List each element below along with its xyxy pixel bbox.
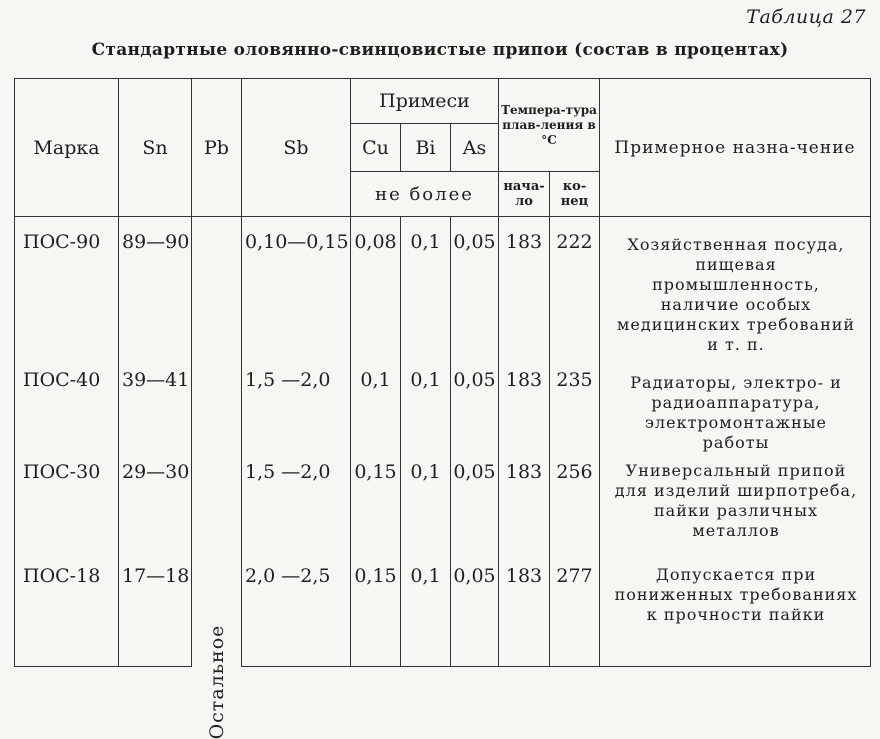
cell-mark: ПОС-18	[15, 557, 119, 666]
cell-cu: 0,1	[351, 355, 401, 453]
cell-as: 0,05	[451, 217, 499, 356]
table-row	[15, 355, 871, 453]
header-impurities: Примеси	[351, 79, 499, 124]
cell-temp-start: 183	[499, 453, 550, 557]
cell-temp-start: 183	[499, 217, 550, 356]
table-row	[15, 453, 871, 557]
header-melting-temperature: Темпера-тура плав-ления в °С	[499, 79, 600, 172]
cell-as: 0,05	[451, 453, 499, 557]
header-mark: Марка	[15, 79, 119, 217]
cell-bi: 0,1	[401, 557, 451, 666]
cell-cu: 0,15	[351, 453, 401, 557]
cell-sb: 0,10—0,15	[242, 217, 351, 356]
header-pb: Pb	[192, 79, 242, 217]
cell-sn: 89—90	[119, 217, 192, 356]
cell-temp-start: 183	[499, 557, 550, 666]
cell-sb: 2,0 —2,5	[242, 557, 351, 666]
pb-remainder-label: Остальное	[205, 624, 228, 739]
cell-purpose: Хозяйственная посуда, пищевая промышленность, наличие особых медицинских требований и т. п.	[600, 217, 871, 356]
table-caption: Стандартные оловянно-свинцовистые припои (состав в процентах)	[91, 40, 789, 60]
solder-table	[14, 78, 871, 739]
cell-sb: 1,5 —2,0	[242, 355, 351, 453]
cell-mark: ПОС-30	[15, 453, 119, 557]
table-row	[15, 557, 871, 666]
header-cu: Cu	[351, 124, 401, 172]
header-sb: Sb	[242, 79, 351, 217]
header-sn: Sn	[119, 79, 192, 217]
table-number: Таблица 27	[746, 6, 866, 28]
cell-temp-end: 222	[550, 217, 600, 356]
cell-pb	[192, 217, 242, 739]
cell-as: 0,05	[451, 557, 499, 666]
table-row	[15, 217, 871, 356]
cell-cu: 0,08	[351, 217, 401, 356]
cell-purpose: Универсальный припой для изделий ширпотреба, пайки различных металлов	[600, 453, 871, 557]
cell-bi: 0,1	[401, 355, 451, 453]
header-no-more: не более	[351, 172, 499, 217]
cell-temp-end: 277	[550, 557, 600, 666]
cell-temp-end: 235	[550, 355, 600, 453]
cell-bi: 0,1	[401, 217, 451, 356]
header-temp-end: ко-нец	[550, 172, 600, 217]
header-purpose: Примерное назна-чение	[600, 79, 871, 217]
cell-purpose: Радиаторы, электро- и радиоаппаратура, электромонтажные работы	[600, 355, 871, 453]
header-bi: Bi	[401, 124, 451, 172]
cell-sn: 39—41	[119, 355, 192, 453]
cell-purpose: Допускается при пониженных требованиях к прочности пайки	[600, 557, 871, 666]
header-as: As	[451, 124, 499, 172]
cell-temp-end: 256	[550, 453, 600, 557]
cell-sb: 1,5 —2,0	[242, 453, 351, 557]
header-temp-start: нача-ло	[499, 172, 550, 217]
cell-sn: 29—30	[119, 453, 192, 557]
cell-cu: 0,15	[351, 557, 401, 666]
cell-mark: ПОС-40	[15, 355, 119, 453]
cell-as: 0,05	[451, 355, 499, 453]
cell-bi: 0,1	[401, 453, 451, 557]
cell-temp-start: 183	[499, 355, 550, 453]
cell-sn: 17—18	[119, 557, 192, 666]
cell-mark: ПОС-90	[15, 217, 119, 356]
